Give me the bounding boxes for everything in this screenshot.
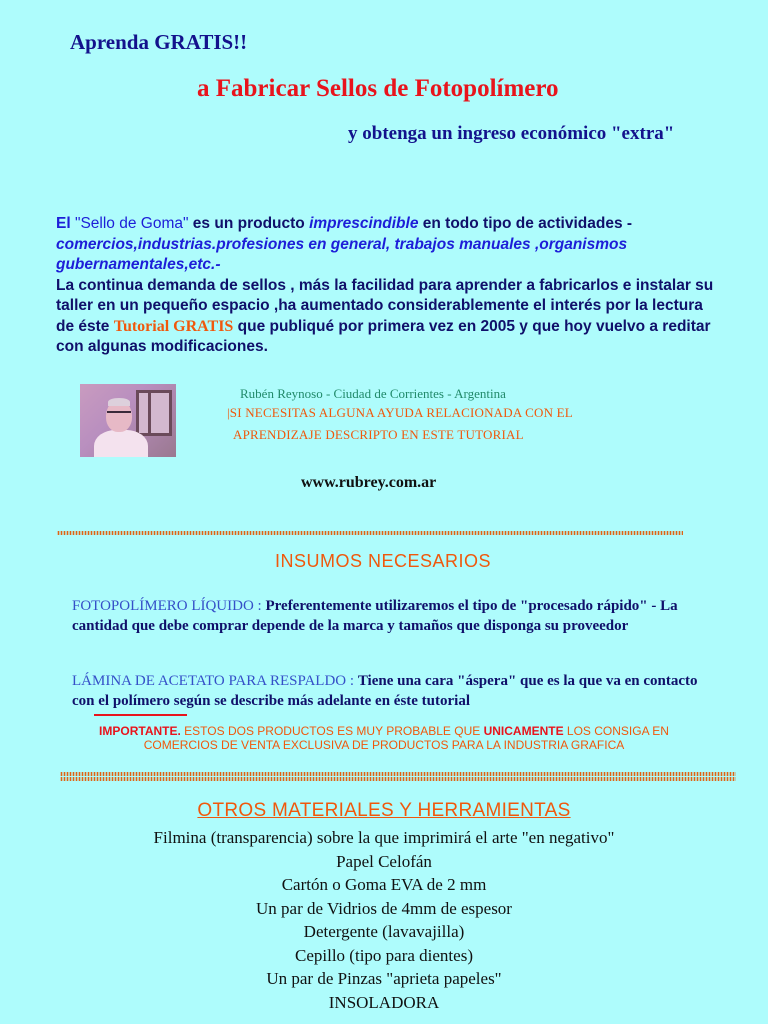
important-note <box>82 724 686 752</box>
intro-paragraph <box>56 214 720 358</box>
insumo-item-lamina <box>72 672 712 711</box>
material-item: Cepillo (tipo para dientes) <box>295 945 473 965</box>
insumo-item-text: Tiene una cara "áspera" que es la que va en contacto con el polímero según se describe más adelante en éste tutorial <box>72 673 698 709</box>
insumo-item-text: Preferentemente utilizaremos el tipo de "procesado rápido" - La cantidad que debe comprar depende de la marca y tamaños que disponga su proveedor <box>72 598 678 634</box>
intro-text-3: La continua demanda de sellos , más la facilidad para aprender a fabricarlos e instalar su taller en un pequeño espacio ,ha aumentado considerablemente el interés por la lectura de éste <box>56 276 714 335</box>
dotted-divider <box>60 777 736 781</box>
header-line-1: Aprenda GRATIS!! <box>70 30 248 54</box>
dotted-divider <box>60 772 736 776</box>
otros-heading: OTROS MATERIALES Y HERRAMIENTAS <box>197 800 571 821</box>
material-item: Papel Celofán <box>336 851 432 871</box>
author-name: Rubén Reynoso - Ciudad de Corrientes - Argentina <box>240 386 506 401</box>
intro-text-2: en todo tipo de actividades - <box>418 215 633 232</box>
photo-glasses <box>107 411 131 417</box>
insumo-item-fotopolimero <box>72 597 712 636</box>
intro-sello-de-goma: "Sello de Goma" <box>74 215 189 232</box>
material-item: Un par de Pinzas "aprieta papeles" <box>266 969 502 988</box>
red-underline <box>94 714 187 716</box>
author-photo <box>80 384 176 457</box>
insumos-heading: INSUMOS NECESARIOS <box>275 551 492 571</box>
materials-list <box>0 826 768 1014</box>
help-line-2: APRENDIZAJE DESCRIPTO EN ESTE TUTORIAL <box>233 427 524 442</box>
important-label: IMPORTANTE. <box>99 724 181 738</box>
material-item: Detergente (lavavajilla) <box>303 922 465 941</box>
insumo-item-label: LÁMINA DE ACETATO PARA RESPALDO : <box>72 673 358 689</box>
insumo-item-label: FOTOPOLÍMERO LÍQUIDO : <box>72 598 266 614</box>
material-item: Filmina (transparencia) sobre la que imprimirá el arte "en negativo" <box>153 828 615 847</box>
dotted-divider <box>57 531 683 535</box>
intro-el: El <box>56 215 75 232</box>
intro-activities: comercios,industrias.profesiones en general, trabajos manuales ,organismos gubernamentales,etc.- <box>56 235 628 273</box>
material-item: INSOLADORA <box>328 992 440 1012</box>
intro-tutorial-gratis: Tutorial GRATIS <box>113 317 234 335</box>
intro-imprescindible: imprescindible <box>309 215 419 232</box>
intro-text-4: que publiqué por primera vez en 2005 y que hoy vuelvo a reditar con algunas modificaciones. <box>56 317 711 355</box>
website-link[interactable]: www.rubrey.com.ar <box>301 474 437 491</box>
material-item: Cartón o Goma EVA de 2 mm <box>281 875 487 894</box>
photo-window <box>136 390 172 436</box>
photo-body <box>94 430 148 457</box>
help-line-1: |SI NECESITAS ALGUNA AYUDA RELACIONADA CON EL <box>227 405 573 420</box>
important-text-1: ESTOS DOS PRODUCTOS ES MUY PROBABLE QUE <box>180 724 484 738</box>
intro-text-1: es un producto <box>188 215 310 232</box>
page-title: a Fabricar Sellos de Fotopolímero <box>197 75 559 102</box>
header-line-3: y obtenga un ingreso económico "extra" <box>348 123 675 144</box>
important-text-2: LOS CONSIGA EN COMERCIOS DE VENTA EXCLUSIVA DE PRODUCTOS PARA LA INDUSTRIA GRAFICA <box>143 724 669 752</box>
important-unicamente: UNICAMENTE <box>483 724 564 738</box>
photo-hair <box>108 398 130 406</box>
material-item: Un par de Vidrios de 4mm de espesor <box>256 898 512 918</box>
